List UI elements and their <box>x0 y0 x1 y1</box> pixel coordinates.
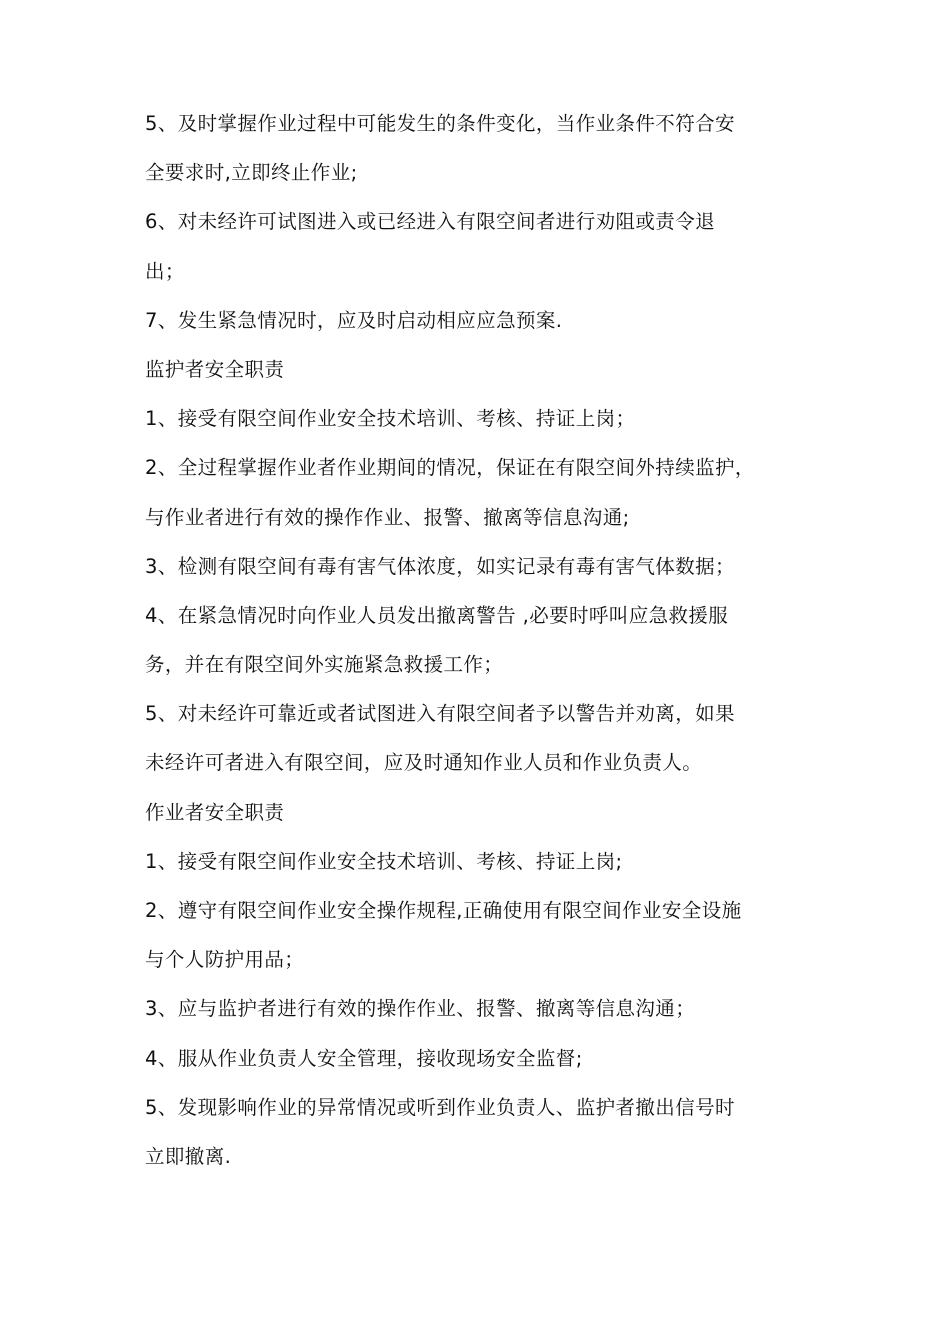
text-line: 2、全过程掌握作业者作业期间的情况，保证在有限空间外持续监护， <box>145 456 755 480</box>
text-line: 4、在紧急情况时向作业人员发出撤离警告 ,必要时呼叫应急救援服 <box>145 603 729 627</box>
section-heading-worker: 作业者安全职责 <box>145 800 285 824</box>
text-line: 5、及时掌握作业过程中可能发生的条件变化，当作业条件不符合安 <box>145 112 735 135</box>
text-line: 3、检测有限空间有毒有害气体浓度，如实记录有毒有害气体数据； <box>145 554 735 578</box>
text-line: 务，并在有限空间外实施紧急救援工作； <box>145 653 504 677</box>
text-line: 与作业者进行有效的操作作业、报警、撤离等信息沟通; <box>145 505 630 529</box>
text-line: 1、接受有限空间作业安全技术培训、考核、持证上岗; <box>145 849 623 873</box>
text-line: 全要求时,立即终止作业; <box>145 161 358 185</box>
text-line: 5、对未经许可靠近或者试图进入有限空间者予以警告并劝离，如果 <box>145 702 735 726</box>
document-body <box>145 99 810 1181</box>
text-line: 未经许可者进入有限空间，应及时通知作业人员和作业负责人。 <box>145 751 703 775</box>
text-line: 立即撤离. <box>145 1144 232 1168</box>
text-line: 5、发现影响作业的异常情况或听到作业负责人、监护者撤出信号时 <box>145 1095 735 1119</box>
text-line: 4、服从作业负责人安全管理，接收现场安全监督; <box>145 1046 583 1070</box>
text-line: 7、发生紧急情况时，应及时启动相应应急预案. <box>145 308 563 332</box>
text-line: 1、接受有限空间作业安全技术培训、考核、持证上岗； <box>145 407 636 431</box>
text-line: 与个人防护用品； <box>145 948 305 972</box>
text-line: 出； <box>145 259 185 283</box>
text-line: 3、应与监护者进行有效的操作作业、报警、撤离等信息沟通； <box>145 997 696 1021</box>
text-line: 2、遵守有限空间作业安全操作规程,正确使用有限空间作业安全设施 <box>145 899 742 922</box>
section-heading-guardian: 监护者安全职责 <box>145 357 285 381</box>
text-line: 6、对未经许可试图进入或已经进入有限空间者进行劝阻或责令退 <box>145 210 716 234</box>
